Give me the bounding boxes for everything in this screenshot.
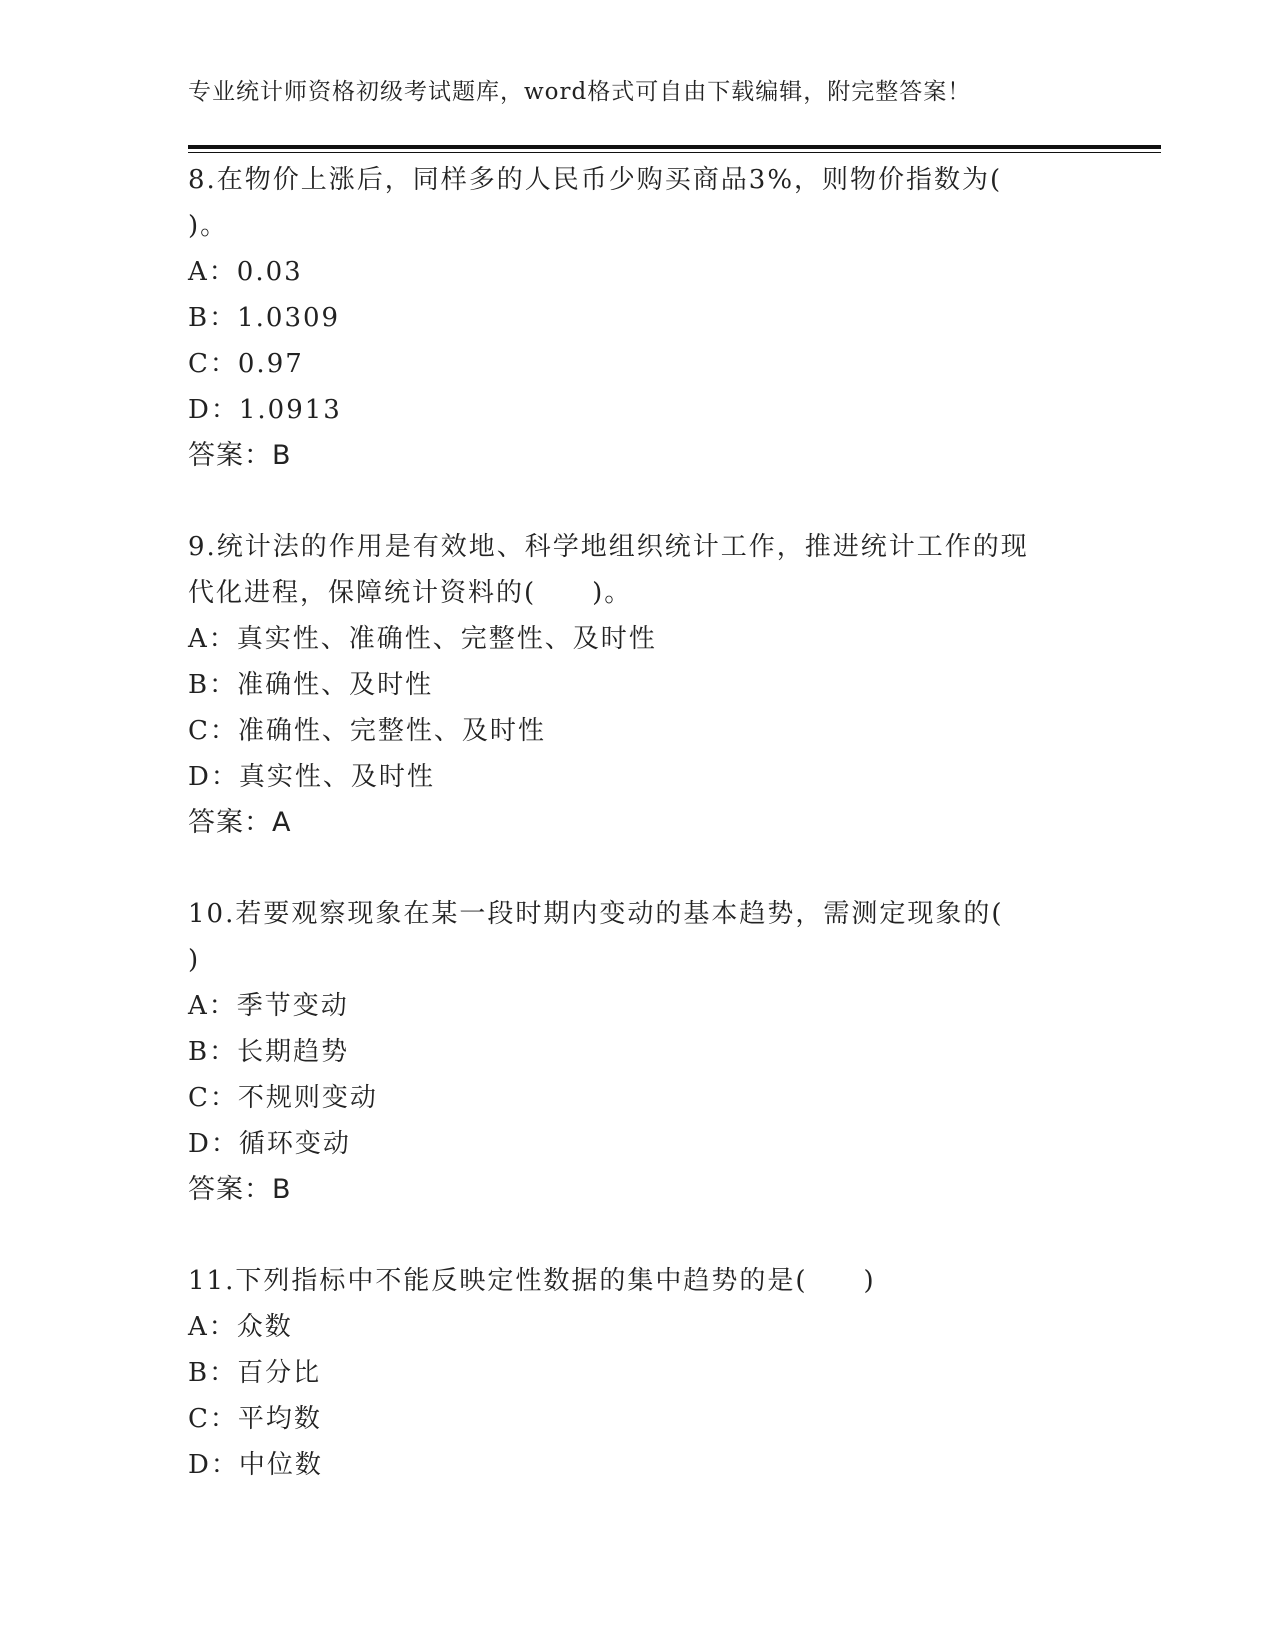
option-d: D：循环变动 (188, 1129, 351, 1159)
question-11 (188, 1258, 1088, 1488)
option-d: D：1.0913 (188, 395, 342, 425)
option-b: B：准确性、及时性 (188, 670, 434, 700)
question-stem-line: 8.在物价上涨后，同样多的人民币少购买商品3%，则物价指数为( (188, 165, 1003, 195)
option-c: C：0.97 (188, 349, 304, 379)
question-stem-line: 9.统计法的作用是有效地、科学地组织统计工作，推进统计工作的现 (188, 532, 1029, 562)
option-a: A：众数 (188, 1312, 293, 1342)
question-10 (188, 891, 1088, 1213)
option-b: B：1.0309 (188, 303, 341, 333)
option-b: B：长期趋势 (188, 1037, 350, 1067)
header-rule-thin (188, 152, 1161, 153)
option-d: D：中位数 (188, 1450, 323, 1480)
answer-line: 答案：B (188, 1174, 292, 1205)
answer-line: 答案：A (188, 807, 292, 838)
header-rule-thick (188, 145, 1161, 149)
option-c: C：平均数 (188, 1404, 322, 1434)
question-stem-line: 10.若要观察现象在某一段时期内变动的基本趋势，需测定现象的( (188, 899, 1004, 929)
option-a: A：0.03 (188, 257, 303, 287)
question-9 (188, 524, 1088, 846)
question-stem-line: 11.下列指标中不能反映定性数据的集中趋势的是( ) (188, 1266, 876, 1296)
option-c: C：不规则变动 (188, 1083, 378, 1113)
option-a: A：季节变动 (188, 991, 349, 1021)
answer-line: 答案：B (188, 440, 292, 471)
question-stem-line: 代化进程，保障统计资料的( )。 (188, 578, 633, 608)
option-a: A：真实性、准确性、完整性、及时性 (188, 624, 657, 654)
option-d: D：真实性、及时性 (188, 762, 435, 792)
question-list (188, 157, 1088, 1488)
question-8 (188, 157, 1088, 479)
option-b: B：百分比 (188, 1358, 322, 1388)
question-stem-line: )。 (188, 211, 229, 241)
option-c: C：准确性、完整性、及时性 (188, 716, 546, 746)
question-stem-line: ) (188, 945, 201, 975)
page-header: 专业统计师资格初级考试题库，word格式可自由下载编辑，附完整答案！ (188, 79, 972, 105)
